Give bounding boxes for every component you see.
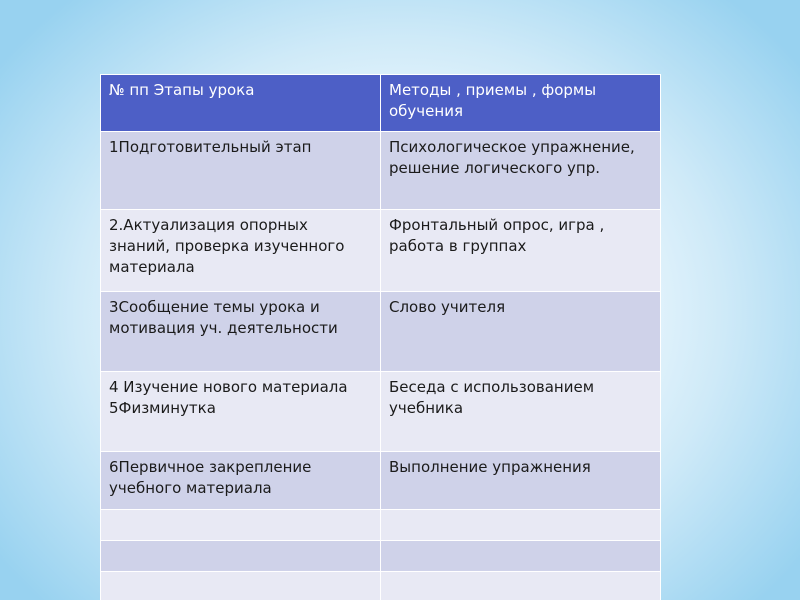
table-header-row [101,75,661,132]
method-cell: Выполнение упражнения [381,452,661,510]
method-cell: Психологическое упражнение, решение логического упр. [381,132,661,210]
table-row [101,292,661,372]
stage-cell: 6Первичное закрепление учебного материала [101,452,381,510]
stage-cell: 2.Актуализация опорных знаний, проверка изученного материала [101,210,381,292]
stage-cell [101,541,381,572]
header-methods: Методы , приемы , формы обучения [381,75,661,132]
method-cell: Беседа с использованием учебника [381,372,661,452]
stage-cell: 1Подготовительный этап [101,132,381,210]
table-row [101,510,661,541]
header-stages: № пп Этапы урока [101,75,381,132]
lesson-stages-table [100,74,661,600]
method-cell [381,541,661,572]
table-row [101,452,661,510]
table-row [101,541,661,572]
stage-cell: 3Сообщение темы урока и мотивация уч. деятельности [101,292,381,372]
stage-cell [101,510,381,541]
method-cell [381,510,661,541]
table-row [101,210,661,292]
method-cell: Фронтальный опрос, игра , работа в группах [381,210,661,292]
table-row [101,132,661,210]
stage-cell: 4 Изучение нового материала 5Физминутка [101,372,381,452]
table-row [101,572,661,600]
stage-cell [101,572,381,600]
method-cell: Слово учителя [381,292,661,372]
method-cell [381,572,661,600]
table-row [101,372,661,452]
